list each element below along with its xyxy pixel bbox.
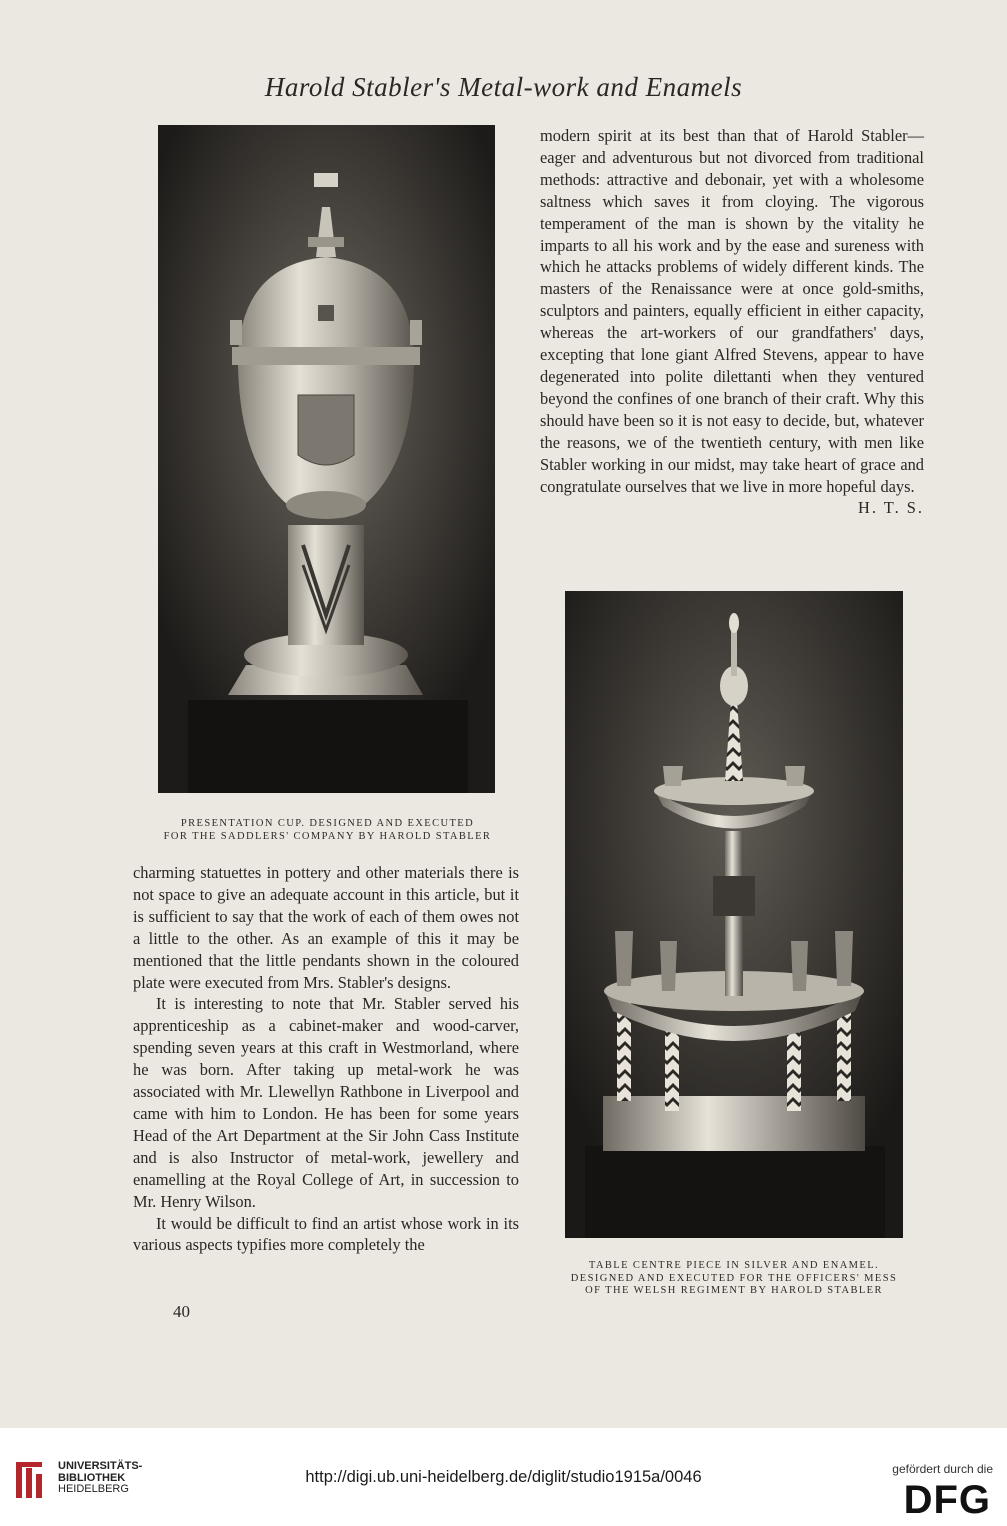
body-paragraph: It would be difficult to find an artist whose work in its various aspects typifies more completely the [133,1213,519,1255]
presentation-cup-caption [150,818,505,843]
body-paragraph: It is interesting to note that Mr. Stabler served his apprenticeship as a cabinet-maker and wood-carver, spending seven years at this craft in Westmorland, where he was born. After taking up metal-work he was associated with Mr. Llewellyn Rathbone in Liverpool and came with him to London. He has been for some years Head of the Art Department at the Sir John Cass Institute and is also Instructor of metal-work, jewellery and enamelling at the Royal College of Art, in succession to Mr. Henry Wilson. [133,994,519,1211]
left-column-text [133,862,519,1256]
presentation-cup-photo [158,125,495,793]
caption-line: TABLE CENTRE PIECE IN SILVER AND ENAMEL. [588,1260,880,1271]
table-centre-piece-photo [565,591,903,1238]
caption-line: FOR THE SADDLERS' COMPANY BY HAROLD STABLER [163,830,492,842]
caption-line: PRESENTATION CUP. DESIGNED AND EXECUTED [180,818,475,829]
table-centre-piece-caption [556,1260,912,1298]
digital-library-footer [0,1428,1007,1526]
caption-line: DESIGNED AND EXECUTED FOR THE OFFICERS' MESS [570,1272,898,1284]
body-paragraph: modern spirit at its best than that of Harold Stabler—eager and adventurous but not divorced from traditional methods: attractive and debonair, yet with a wholesome saltness which saves it from cloying. The vigorous temperament of the man is shown by the vitality he imparts to all his work and by the ease and sureness with which he attacks problems of widely different kinds. The masters of the Renaissance were at once gold-smiths, sculptors and painters, equally efficient in either capacity, whereas the art-workers of our grandfathers' days, excepting that lone giant Alfred Stevens, appear to have degenerated into polite dilettanti when they ventured beyond the confines of one branch of their craft. Why this should have been so it is not easy to decide, but, whatever the reasons, we of the twentieth century, with men like Stabler working in our midst, may take heart of grace and congratulate ourselves that we live in more hopeful days. [540,126,924,496]
library-name-line: BIBLIOTHEK [58,1471,126,1484]
running-head: Harold Stabler's Metal-work and Enamels [264,72,743,102]
presentation-cup-illustration [158,125,495,793]
body-paragraph: charming statuettes in pottery and other materials there is not space to give an adequate account in this article, but it is sufficient to say that the work of each of them owes not a little to the other. As an example of this it may be mentioned that the little pendants shown in the coloured plate were executed from Mrs. Stabler's designs. [133,863,519,992]
library-name-line: HEIDELBERG [58,1483,129,1495]
page-number: 40 [173,1302,190,1321]
dfg-logo: DFG [903,1478,991,1522]
author-signature: H. T. S. [858,498,924,518]
permalink-url[interactable]: http://digi.ub.uni-heidelberg.de/diglit/studio1915a/0046 [305,1468,702,1486]
table-centre-piece-illustration [565,591,903,1238]
right-column-text [540,125,924,519]
caption-line: OF THE WELSH REGIMENT BY HAROLD STABLER [585,1285,883,1296]
library-name-line: UNIVERSITÄTS- [58,1460,143,1472]
funded-by-label: gefördert durch die [892,1462,993,1476]
